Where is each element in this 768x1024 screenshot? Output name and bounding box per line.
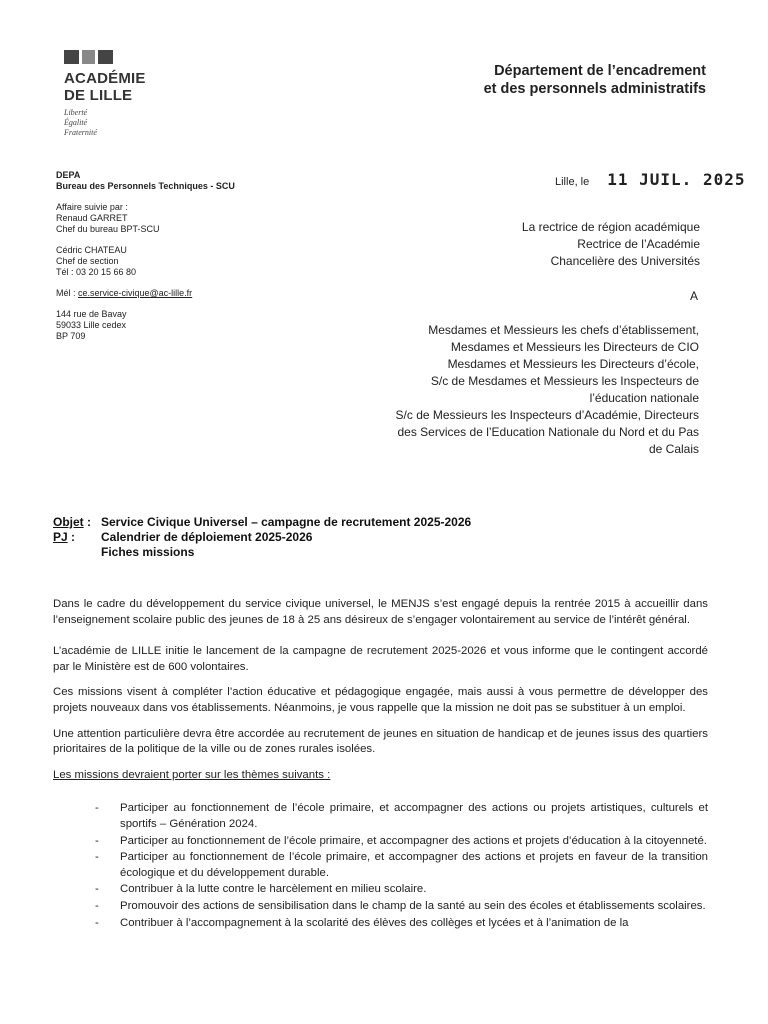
author-block [522, 219, 700, 270]
list-item: - Participer au fonctionnement de l’école primaire, et accompagner des actions et projets en faveur de la transition écologique et du développement durable. [120, 850, 708, 881]
phone-number: Tél : 03 20 15 66 80 [56, 267, 137, 277]
department-header [484, 62, 706, 98]
paragraph-2: L’académie de LILLE initie le lancement de la campagne de recrutement 2025-2026 et vous informe que le contingent accordé par le Ministère est de 600 volontaires. [53, 645, 708, 673]
paragraph-4: Une attention particulière devra être accordée au recrutement de jeunes en situation de handicap et de jeunes issus des quartiers prioritaires de la politique de la ville ou de zones rurales isolées. [53, 727, 708, 756]
recipients-block [359, 322, 699, 458]
recipient-line7: des Services de l’Education Nationale du Nord et du Pas [397, 425, 699, 439]
logo-org-line2: DE LILLE [64, 87, 133, 104]
logo-org-line1: ACADÉMIE [64, 70, 146, 87]
list-item: - Contribuer à l’accompagnement à la scolarité des élèves des collèges et lycées et à l’animation de la [120, 916, 708, 932]
missions-heading: Les missions devraient porter sur les thèmes suivants : [53, 768, 331, 781]
recipient-line6: S/c de Messieurs les Inspecteurs d’Académie, Directeurs [395, 408, 699, 422]
list-item: - Promouvoir des actions de sensibilisation dans le champ de la santé au sein des écoles et établissements scolaires. [120, 899, 708, 915]
service-name: DEPA [56, 170, 81, 180]
author-line2: Rectrice de l’Académie [577, 237, 700, 251]
bureau-name: Bureau des Personnels Techniques - SCU [56, 181, 235, 191]
motto-liberte: Liberté [64, 108, 88, 117]
pj-label: PJ [53, 530, 68, 544]
pj-line2: Fiches missions [101, 545, 195, 559]
letter-body [53, 597, 708, 932]
recipient-line8: de Calais [648, 442, 699, 456]
address-line2: 59033 Lille cedex [56, 320, 127, 330]
department-line2: et des personnels administratifs [483, 81, 706, 97]
contact2-name: Cédric CHATEAU [56, 245, 127, 255]
recipient-line2: Mesdames et Messieurs les Directeurs de CIO [450, 340, 699, 354]
recipient-line5: l’éducation nationale [589, 391, 699, 405]
paragraph-1: Dans le cadre du développement du service civique universel, le MENJS s’est engagé depuis la rentrée 2015 à accueillir dans l’enseignement scolaire public des jeunes de 18 à 25 ans désireux de s’engager volontairement au service de l’intérêt général. [53, 598, 708, 626]
to-label: A [689, 289, 698, 303]
date-place: Lille, le [555, 176, 590, 188]
date-stamp: 11 JUIL. 2025 [607, 170, 746, 189]
missions-list [53, 801, 708, 931]
paragraph-3: Ces missions visent à compléter l’action éducative et pédagogique engagée, mais aussi à vous permettre de développer des projets nouveaux dans vos établissements. Néanmoins, je vous rappelle que la mission ne doit pas se substituer à un emploi. [53, 686, 708, 714]
motto-fraternite: Fraternité [64, 128, 97, 137]
recipient-line3: Mesdames et Messieurs les Directeurs d’école, [447, 357, 699, 371]
objet-text: Service Civique Universel – campagne de recrutement 2025-2026 [101, 515, 472, 529]
author-line1: La rectrice de région académique [521, 220, 700, 234]
mail-label: Mél : [56, 288, 79, 298]
list-item: - Participer au fonctionnement de l’école primaire, et accompagner des actions ou projets artistiques, culturels et sportifs – Génération 2024. [120, 801, 708, 832]
pj-line1: Calendrier de déploiement 2025-2026 [101, 530, 313, 544]
list-item: - Contribuer à la lutte contre le harcèlement en milieu scolaire. [120, 882, 708, 898]
author-line3: Chancelière des Universités [550, 254, 700, 268]
marianne-flag-icon [64, 50, 184, 64]
recipient-line4: S/c de Mesdames et Messieurs les Inspecteurs de [430, 374, 699, 388]
followed-by-label: Affaire suivie par : [56, 202, 128, 212]
contact2-role: Chef de section [56, 256, 119, 266]
mail-line [56, 288, 306, 299]
recipient-line1: Mesdames et Messieurs les chefs d’établissement, [428, 323, 699, 337]
logo-motto [64, 108, 184, 138]
letter-date [555, 170, 745, 189]
list-item: - Participer au fonctionnement de l’école primaire, et accompagner des actions et projets d’éducation à la citoyenneté. [120, 834, 708, 850]
contact1-name: Renaud GARRET [56, 213, 128, 223]
sender-info-column [56, 170, 306, 342]
objet-label: Objet [53, 515, 84, 529]
mail-link[interactable]: ce.service-civique@ac-lille.fr [78, 288, 193, 298]
subject-block: Objet : Service Civique Universel – campagne de recrutement 2025-2026 PJ : Calendrier de déploiement 2025-2026 Fiches missions [53, 515, 472, 559]
address-line1: 144 rue de Bavay [56, 309, 127, 319]
contact1-role: Chef du bureau BPT-SCU [56, 224, 160, 234]
academie-logo [64, 50, 184, 138]
department-line1: Département de l’encadrement [494, 63, 706, 79]
address-line3: BP 709 [56, 331, 86, 341]
motto-egalite: Égalité [64, 118, 88, 127]
